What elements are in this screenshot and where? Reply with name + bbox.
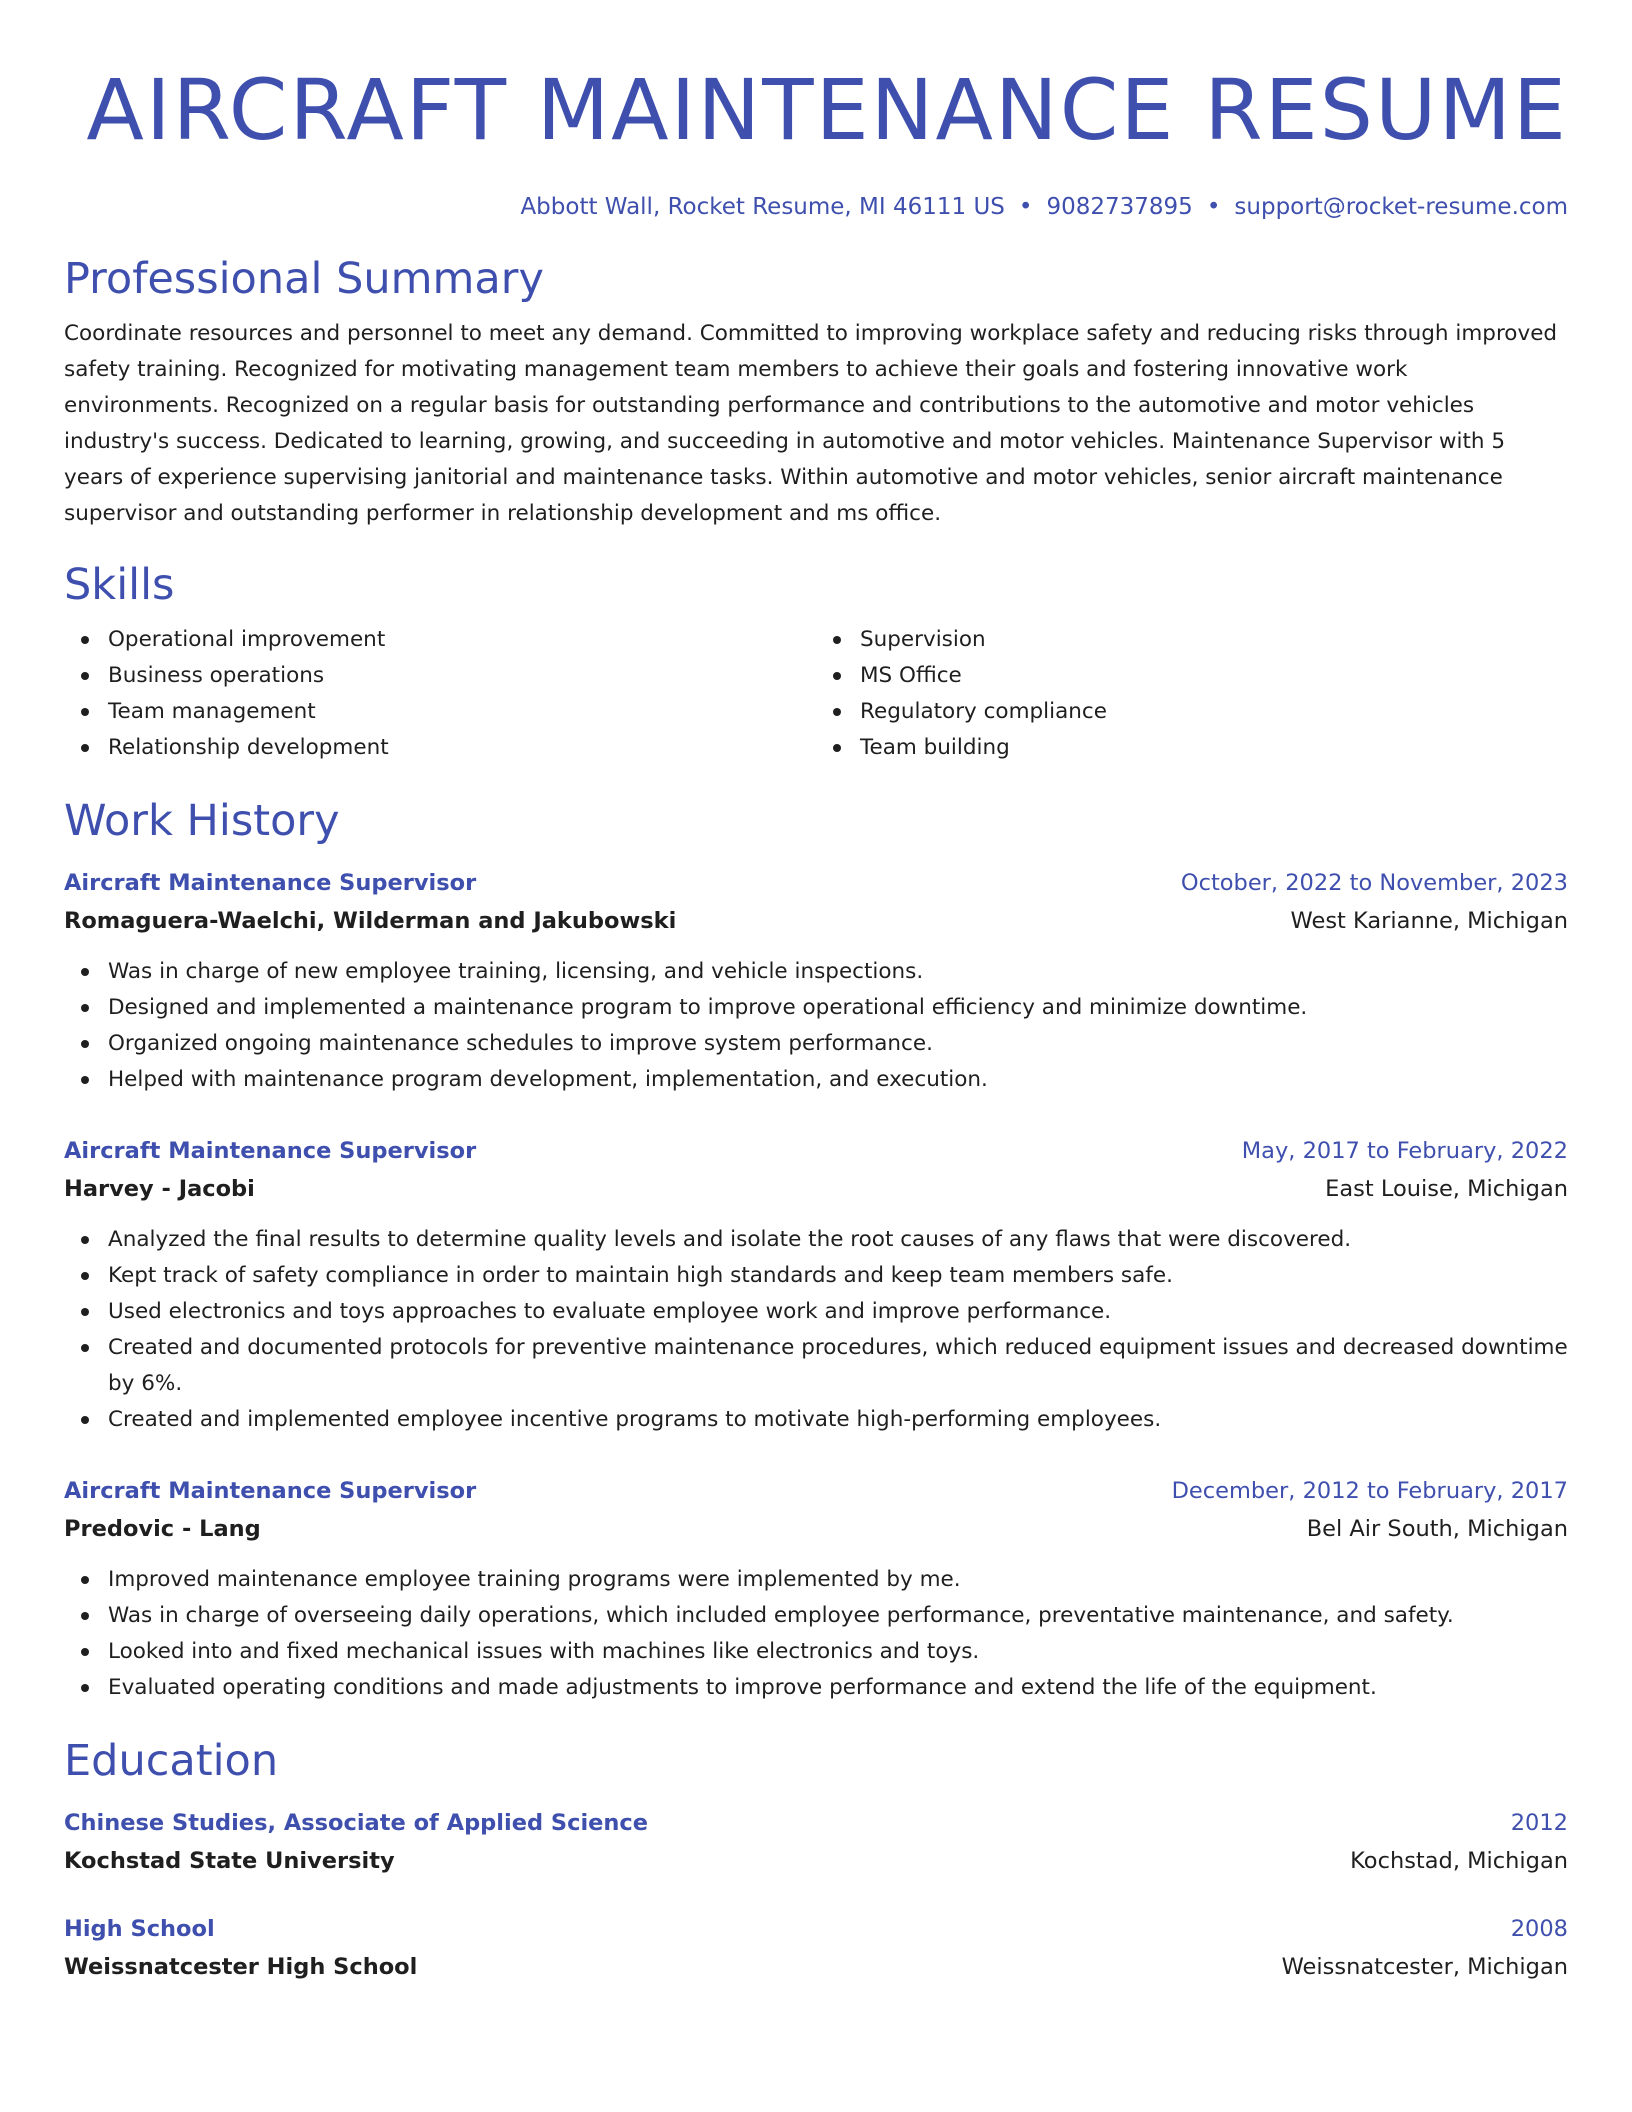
- school-name: Kochstad State University: [64, 1848, 395, 1874]
- job-bullet: Was in charge of new employee training, licensing, and vehicle inspections.: [64, 954, 1568, 990]
- resume-header: [64, 60, 1568, 222]
- section-title-skills: Skills: [64, 560, 175, 610]
- skill-item: Relationship development: [64, 730, 816, 766]
- school-row: [64, 1842, 1568, 1880]
- job-title: Aircraft Maintenance Supervisor: [64, 870, 477, 896]
- job-header-row: [64, 1472, 1568, 1510]
- job-bullet: Kept track of safety compliance in order to maintain high standards and keep team members safe.: [64, 1258, 1568, 1294]
- education-entry: [64, 1910, 1568, 1986]
- skill-item: Operational improvement: [64, 622, 816, 658]
- skill-item: Supervision: [816, 622, 1568, 658]
- job-bullet: Organized ongoing maintenance schedules to improve system performance.: [64, 1026, 1568, 1062]
- section-title-work-history: Work History: [64, 796, 340, 846]
- school-location: Weissnatcester, Michigan: [1281, 1954, 1568, 1980]
- degree-row: [64, 1804, 1568, 1842]
- skills-section: [64, 558, 1568, 766]
- school-name: Weissnatcester High School: [64, 1954, 418, 1980]
- graduation-year: 2008: [1510, 1916, 1568, 1942]
- school-row: [64, 1948, 1568, 1986]
- job-header-row: [64, 1132, 1568, 1170]
- resume-title: AIRCRAFT MAINTENANCE RESUME: [86, 61, 1568, 159]
- employer-name: Romaguera-Waelchi, Wilderman and Jakubowski: [64, 908, 677, 934]
- employer-row: [64, 902, 1568, 940]
- job-bullet: Created and documented protocols for preventive maintenance procedures, which reduced equipment issues and decreased downtime by 6%.: [64, 1330, 1568, 1402]
- job-entry: [64, 1132, 1568, 1438]
- employer-row: [64, 1510, 1568, 1548]
- job-dates: May, 2017 to February, 2022: [1241, 1138, 1568, 1164]
- contact-email[interactable]: support@rocket-resume.com: [1234, 194, 1568, 220]
- skills-list-right: [816, 622, 1568, 766]
- professional-summary-section: [64, 252, 1568, 532]
- job-entry: [64, 1472, 1568, 1706]
- job-bullet: Looked into and fixed mechanical issues with machines like electronics and toys.: [64, 1634, 1568, 1670]
- school-location: Kochstad, Michigan: [1350, 1848, 1568, 1874]
- job-bullet: Analyzed the final results to determine quality levels and isolate the root causes of any flaws that were discovered.: [64, 1222, 1568, 1258]
- job-bullet: Evaluated operating conditions and made adjustments to improve performance and extend the life of the equipment.: [64, 1670, 1568, 1706]
- skills-grid: [64, 622, 1568, 766]
- job-bullet: Was in charge of overseeing daily operations, which included employee performance, preventative maintenance, and safety.: [64, 1598, 1568, 1634]
- job-bullets: [64, 1562, 1568, 1706]
- employer-name: Harvey - Jacobi: [64, 1176, 255, 1202]
- education-entry: [64, 1804, 1568, 1880]
- degree-name: High School: [64, 1916, 215, 1942]
- job-location: West Karianne, Michigan: [1290, 908, 1568, 934]
- job-entry: [64, 864, 1568, 1098]
- job-title: Aircraft Maintenance Supervisor: [64, 1478, 477, 1504]
- section-title-summary: Professional Summary: [64, 254, 544, 304]
- summary-text: Coordinate resources and personnel to meet any demand. Committed to improving workplace safety and reducing risks through improved safety training. Recognized for motivating management team members to achieve their goals and fostering innovative work environments. Recognized on a regular basis for outstanding performance and contributions to the automotive and motor vehicles industry's success. Dedicated to learning, growing, and succeeding in automotive and motor vehicles. Maintenance Supervisor with 5 years of experience supervising janitorial and maintenance tasks. Within automotive and motor vehicles, senior aircraft maintenance supervisor and outstanding performer in relationship development and ms office.: [64, 321, 1558, 526]
- job-bullet: Used electronics and toys approaches to evaluate employee work and improve performance.: [64, 1294, 1568, 1330]
- skill-item: Business operations: [64, 658, 816, 694]
- contact-separator: •: [1206, 194, 1221, 220]
- job-dates: October, 2022 to November, 2023: [1180, 870, 1568, 896]
- education-section: [64, 1734, 1568, 1986]
- degree-name: Chinese Studies, Associate of Applied Science: [64, 1810, 649, 1836]
- employer-name: Predovic - Lang: [64, 1516, 261, 1542]
- job-header-row: [64, 864, 1568, 902]
- job-bullets: [64, 1222, 1568, 1438]
- job-location: East Louise, Michigan: [1325, 1176, 1568, 1202]
- skill-item: Team management: [64, 694, 816, 730]
- job-bullet: Improved maintenance employee training programs were implemented by me.: [64, 1562, 1568, 1598]
- contact-address: Abbott Wall, Rocket Resume, MI 46111 US: [520, 194, 1005, 220]
- skill-item: Regulatory compliance: [816, 694, 1568, 730]
- skill-item: MS Office: [816, 658, 1568, 694]
- graduation-year: 2012: [1510, 1810, 1568, 1836]
- work-history-section: [64, 794, 1568, 1706]
- contact-line: [64, 192, 1568, 222]
- degree-row: [64, 1910, 1568, 1948]
- section-title-education: Education: [64, 1736, 279, 1786]
- contact-phone[interactable]: 9082737895: [1046, 194, 1193, 220]
- job-bullet: Created and implemented employee incentive programs to motivate high-performing employees.: [64, 1402, 1568, 1438]
- contact-separator: •: [1018, 194, 1033, 220]
- skill-item: Team building: [816, 730, 1568, 766]
- job-title: Aircraft Maintenance Supervisor: [64, 1138, 477, 1164]
- skills-list-left: [64, 622, 816, 766]
- job-dates: December, 2012 to February, 2017: [1171, 1478, 1568, 1504]
- job-location: Bel Air South, Michigan: [1306, 1516, 1568, 1542]
- job-bullets: [64, 954, 1568, 1098]
- job-bullet: Designed and implemented a maintenance program to improve operational efficiency and minimize downtime.: [64, 990, 1568, 1026]
- job-bullet: Helped with maintenance program development, implementation, and execution.: [64, 1062, 1568, 1098]
- employer-row: [64, 1170, 1568, 1208]
